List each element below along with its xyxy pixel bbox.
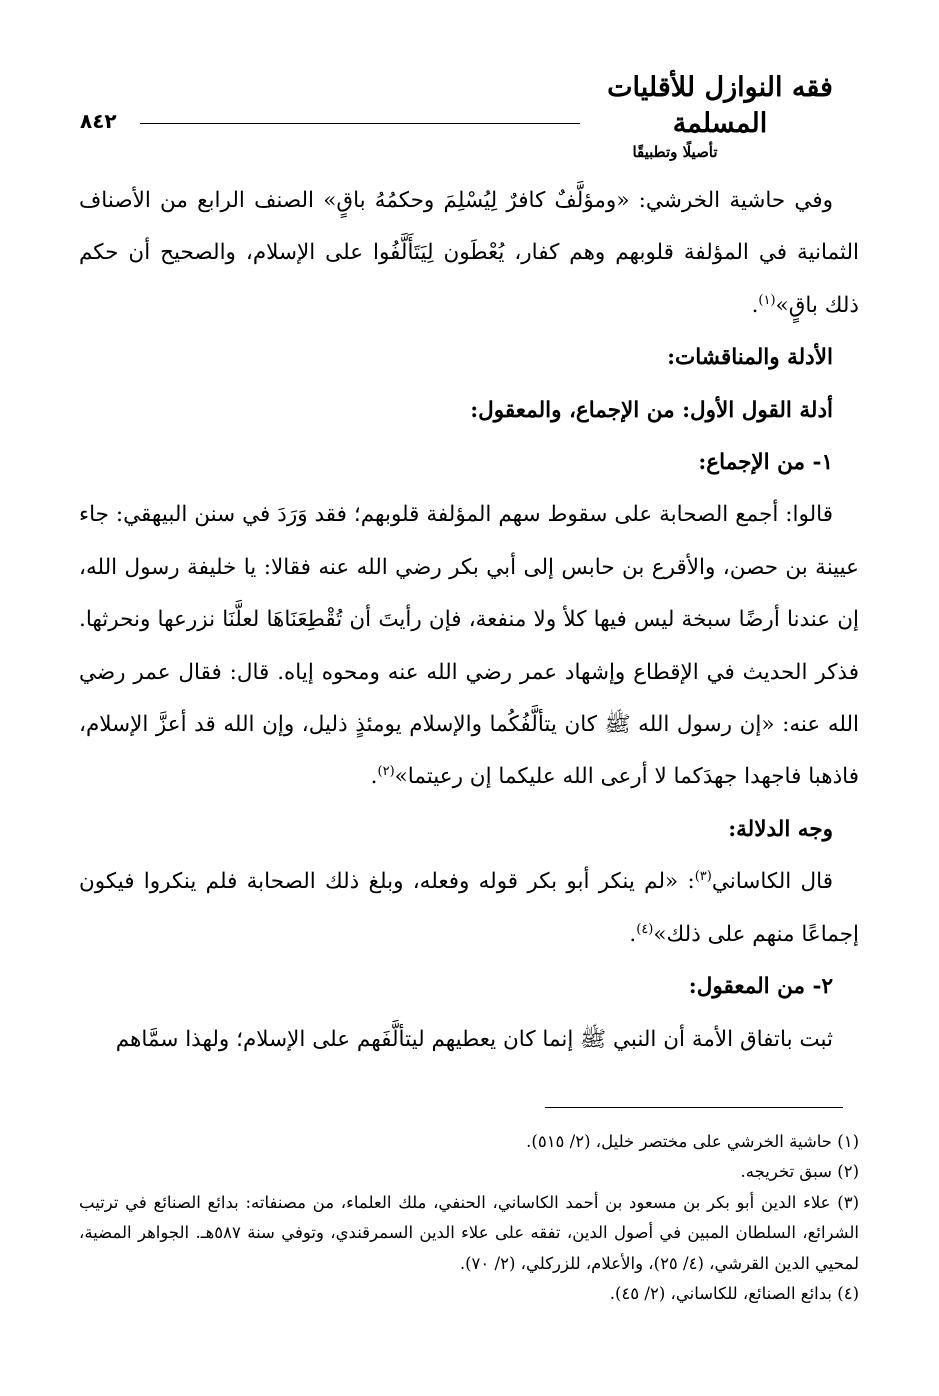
footnote-ref: (٤): [636, 921, 654, 937]
running-header: [80, 66, 855, 161]
book-title: فقه النوازل للأقليات المسلمة: [607, 72, 833, 139]
paragraph-bayhaqi: [79, 489, 859, 803]
footnote-1: (١) حاشية الخرشي على مختصر خليل، (٢/ ٥١٥).: [526, 1132, 859, 1151]
paragraph-text: قال الكاساني: [711, 869, 834, 895]
punctuation: .: [751, 292, 759, 318]
section-heading-evidence: الأدلة والمناقشات:: [667, 345, 833, 371]
main-text: [79, 175, 859, 1066]
section-heading-indication: وجه الدلالة:: [728, 816, 833, 842]
paragraph-consensus: ثبت باتفاق الأمة أن النبي ﷺ إنما كان يعطيهم ليتألَّفَهم على الإسلام؛ ولهذا سمَّاهم: [115, 1026, 833, 1052]
section-heading-first-opinion: أدلة القول الأول: من الإجماع، والمعقول:: [470, 397, 833, 423]
book-subtitle: تأصيلًا وتطبيقًا: [632, 143, 718, 161]
paragraph-kasani: [79, 856, 859, 961]
footnote-ref: (١): [758, 292, 776, 308]
section-heading-ijma: ١- من الإجماع:: [698, 450, 833, 476]
footnote-4: (٤) بدائع الصنائع، للكاساني، (٢/ ٤٥).: [609, 1284, 859, 1304]
page-number: ٨٤٢: [80, 109, 117, 133]
footnote-2: (٢) سبق تخريجه.: [740, 1162, 859, 1182]
footnote-3: (٣) علاء الدين أبو بكر بن مسعود بن أحمد الكاساني، الحنفي، ملك العلماء، من مصنفاته: بدائع الصنائع في ترتيب الشرائع، السلطان المبين في أصول الدين، تفقه على علاء الدين السمرقندي، وتوفي سنة ٥٨٧هـ. الجواهر المضية، لمحيي الدين القرشي، (٤/ ٢٥)، والأعلام، للزركلي، (٢/ ٧٠).: [79, 1192, 859, 1273]
paragraph-text: قالوا: أجمع الصحابة على سقوط سهم المؤلفة قلوبهم؛ فقد وَرَدَ في سنن البيهقي: جاء عيينة بن حصن، والأقرع بن حابس إلى أبي بكر رضي الله عنه فقالا: يا خليفة رسول الله، إن عندنا أرضًا سبخة ليس فيها كلأ ولا منفعة، فإن رأيتَ أن تُقْطِعَنَاهَا لعلَّنَا نزرعها ونحرثها. فذكر الحديث في الإقطاع وإشهاد عمر رضي الله عنه ومحوه إياه. قال: فقال عمر رضي الله عنه: «إن رسول الله ﷺ كان يتألَّفُكُما والإسلام يومئذٍ ذليل، وإن الله قد أعزَّ الإسلام، فاذهبا فاجهدا جهدَكما لا أرعى الله عليكما إن رعيتما»: [79, 502, 859, 790]
punctuation: .: [629, 921, 637, 947]
footnote-ref: (٣): [694, 869, 712, 885]
paragraph-text: وفي حاشية الخرشي: «ومؤلَّفٌ كافرٌ لِيُسْلِمَ وحكمُهُ باقٍ» الصنف الرابع من الأصناف الثمانية في المؤلفة قلوبهم وهم كفار، يُعْطَون لِيَتَأَلَّفُوا على الإسلام، والصحيح أن حكم ذلك باقٍ»: [79, 188, 859, 318]
punctuation: .: [370, 764, 378, 790]
section-heading-reason: ٢- من المعقول:: [688, 974, 833, 1000]
footnote-separator: [545, 1107, 843, 1108]
header-rule: [140, 123, 580, 124]
paragraph-text: : «لم ينكر أبو بكر قوله وفعله، وبلغ ذلك الصحابة فلم ينكروا فيكون إجماعًا منهم على ذلك»: [79, 869, 859, 947]
book-title-logo: [585, 70, 855, 162]
footnotes: [79, 1127, 859, 1309]
paragraph-kharashi: [79, 175, 859, 332]
footnote-ref: (٢): [377, 764, 395, 780]
